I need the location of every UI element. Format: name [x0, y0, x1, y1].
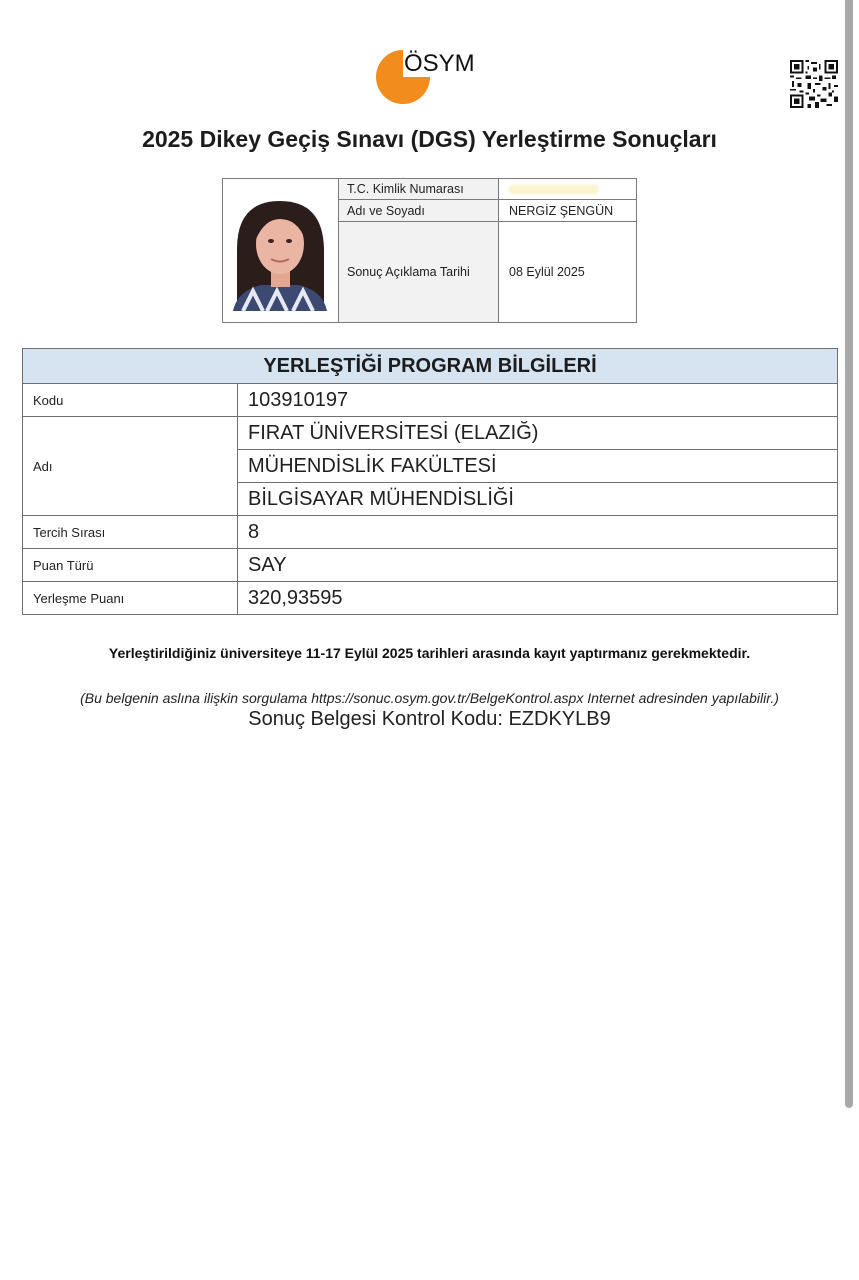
university-name: FIRAT ÜNİVERSİTESİ (ELAZIĞ) — [238, 417, 838, 450]
id-number-row — [339, 179, 636, 200]
program-info-table — [22, 348, 838, 615]
program-info-heading: YERLEŞTİĞİ PROGRAM BİLGİLERİ — [23, 349, 838, 384]
code-label: Kodu — [23, 384, 238, 417]
table-row — [23, 384, 838, 417]
department-name: BİLGİSAYAR MÜHENDİSLİĞİ — [238, 483, 838, 516]
preference-value: 8 — [238, 516, 838, 549]
redacted-id-number — [509, 185, 599, 194]
score-type-value: SAY — [238, 549, 838, 582]
code-value: 103910197 — [238, 384, 838, 417]
control-code: Sonuç Belgesi Kontrol Kodu: EZDKYLB9 — [248, 708, 611, 730]
candidate-info-box — [222, 178, 637, 323]
faculty-name: MÜHENDİSLİK FAKÜLTESİ — [238, 450, 838, 483]
qr-code-icon — [790, 60, 838, 108]
id-number-label: T.C. Kimlik Numarası — [339, 179, 499, 199]
page-title: 2025 Dikey Geçiş Sınavı (DGS) Yerleştirme Sonuçları — [142, 126, 717, 152]
verification-note: (Bu belgenin aslına ilişkin sorgulama https://sonuc.osym.gov.tr/BelgeKontrol.aspx Internet adresinden yapılabilir.) — [80, 690, 779, 706]
result-date-label: Sonuç Açıklama Tarihi — [339, 222, 499, 322]
id-number-value — [499, 179, 636, 199]
result-date-row — [339, 222, 636, 322]
registration-notice: Yerleştirildiğiniz üniversiteye 11-17 Eylül 2025 tarihleri arasında kayıt yaptırmanız gerekmektedir. — [108, 645, 751, 661]
candidate-photo — [223, 179, 339, 322]
placement-score-label: Yerleşme Puanı — [23, 582, 238, 615]
candidate-photo-image — [223, 179, 338, 322]
placement-score-value: 320,93595 — [238, 582, 838, 615]
name-row — [339, 200, 636, 222]
scrollbar[interactable] — [845, 0, 853, 1108]
name-label: Adı ve Soyadı — [339, 200, 499, 221]
osym-logo — [376, 48, 496, 104]
table-row — [23, 549, 838, 582]
name-value: NERGİZ ŞENGÜN — [509, 203, 614, 218]
result-date-value: 08 Eylül 2025 — [509, 265, 585, 279]
table-row — [23, 417, 838, 450]
program-name-label: Adı — [23, 417, 238, 516]
table-row — [23, 516, 838, 549]
logo-text: ÖSYM — [404, 50, 475, 77]
score-type-label: Puan Türü — [23, 549, 238, 582]
table-row — [23, 582, 838, 615]
preference-label: Tercih Sırası — [23, 516, 238, 549]
